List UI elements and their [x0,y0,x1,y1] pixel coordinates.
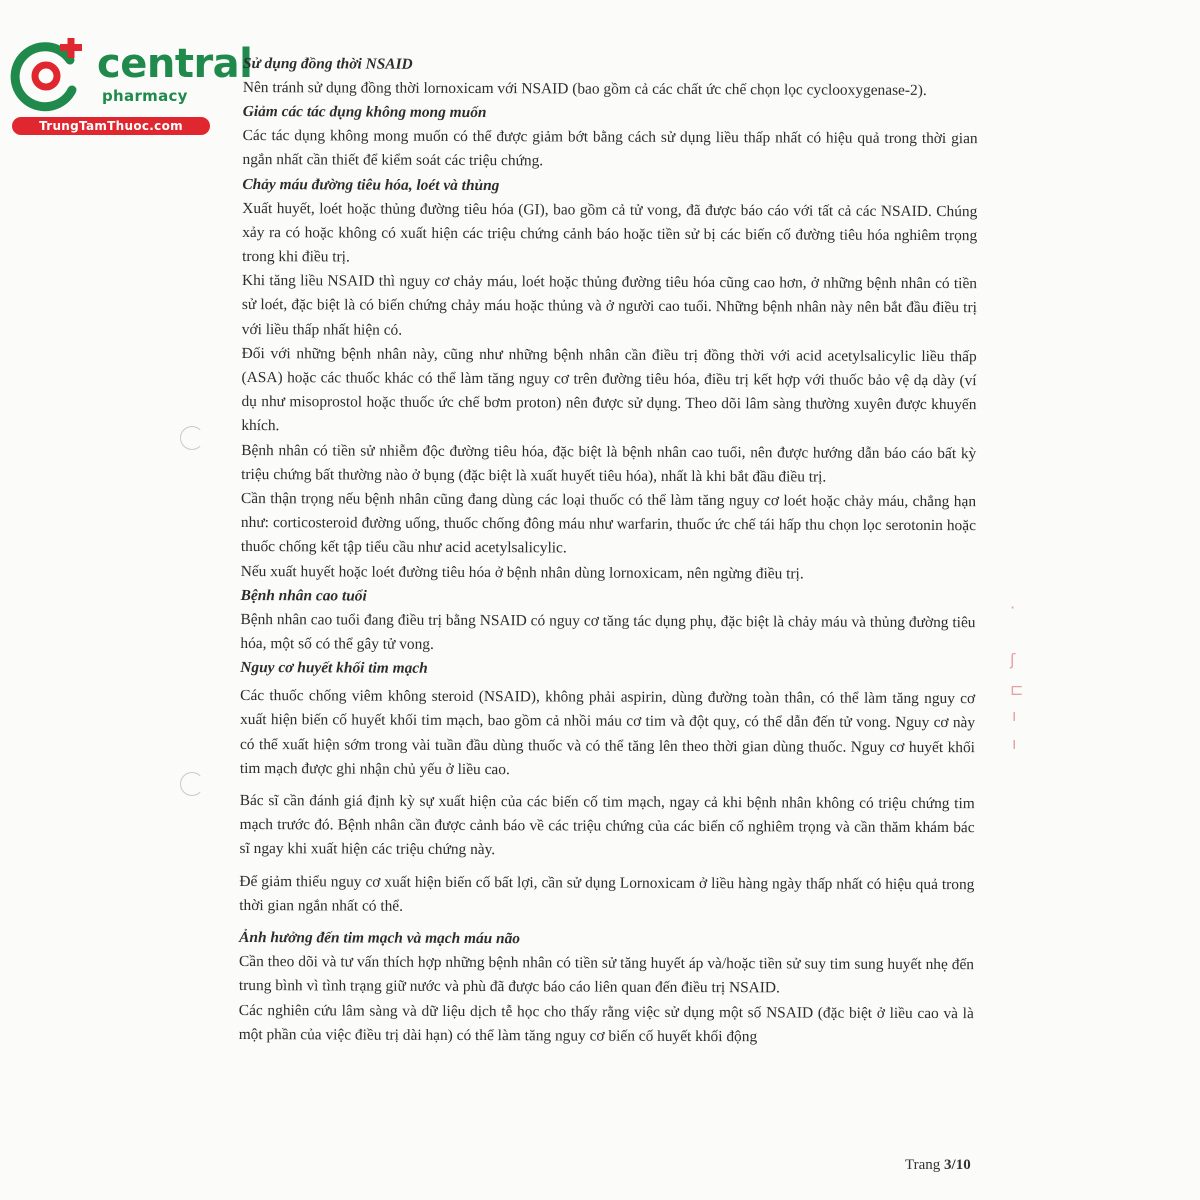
page-number [905,1157,971,1174]
paragraph: Cần thận trọng nếu bệnh nhân cũng đang dùng các loại thuốc có thể làm tăng nguy cơ loét hoặc chảy máu, chẳng hạn như: corticosteroid đường uống, thuốc chống đông máu như warfarin, thuốc ức chế tái hấp thu chọn lọc serotonin hoặc thuốc chống kết tập tiểu cầu như acid acetylsalicylic. [240,490,977,557]
paragraph: Các thuốc chống viêm không steroid (NSAID), không phải aspirin, dùng đường toàn thân, có thể làm tăng nguy cơ xuất hiện biến cố huyết khối tim mạch, bao gồm cả nhồi máu cơ tim và đột quỵ, có thể dẫn đến tử vong. Nguy cơ này có thể xuất hiện sớm trong vài tuần đầu dùng thuốc và có thể tăng lên theo thời gian dùng thuốc. Nguy cơ huyết khối tim mạch được ghi nhận chủ yếu ở liều cao. [239,687,976,779]
section-heading: Chảy máu đường tiêu hóa, loét và thủng [242,175,500,194]
paragraph: Bệnh nhân có tiền sử nhiễm độc đường tiêu hóa, đặc biệt là bệnh nhân cao tuổi, nên được hướng dẫn báo cáo bất kỳ triệu chứng bất thường nào ở bụng (đặc biệt là xuất huyết tiêu hóa), nhất là khi bắt đầu điều trị. [241,441,977,486]
section-heading: Sử dụng đồng thời NSAID [242,54,413,73]
punch-hole [180,426,204,450]
paragraph: Bác sĩ cần đánh giá định kỳ sự xuất hiện của các biến cố tim mạch, ngay cả khi bệnh nhân không có triệu chứng tim mạch trước đó. Bệnh nhân cần được cảnh báo về các triệu chứng của các biến cố nghiêm trọng và cần thăm khám bác sĩ ngay khi xuất hiện các triệu chứng này. [239,792,975,859]
brand-name: central [97,41,253,87]
punch-hole [180,772,204,796]
document-body [239,52,978,1050]
paragraph: Để giảm thiểu nguy cơ xuất hiện biến cố bất lợi, cần sử dụng Lornoxicam ở liều hàng ngày thấp nhất có hiệu quả trong thời gian ngắn nhất có thể. [239,872,975,915]
paragraph: Các tác dụng không mong muốn có thể được giảm bớt bằng cách sử dụng liều thấp nhất có hiệu quả trong thời gian ngắn nhất cần thiết để kiểm soát các triệu chứng. [242,127,978,170]
paragraph: Bệnh nhân cao tuổi đang điều trị bằng NSAID có nguy cơ tăng tác dụng phụ, đặc biệt là chảy máu và thủng đường tiêu hóa, một số có thể gây tử vong. [240,610,976,653]
central-pharmacy-logo-icon [10,38,88,116]
paragraph: Nên tránh sử dụng đồng thời lornoxicam với NSAID (bao gồm cả các chất ức chế chọn lọc cyclooxygenase-2). [242,78,927,99]
stamp-edge-mark: ⊏ [1010,680,1024,699]
brand-logo [10,38,253,138]
paragraph: Cần theo dõi và tư vấn thích hợp những bệnh nhân có tiền sử tăng huyết áp và/hoặc tiền sử suy tim sung huyết nhẹ đến trung bình vì tình trạng giữ nước và phù đã được báo cáo liên quan đến điều trị NSAID. [238,953,975,997]
section-heading: Bệnh nhân cao tuổi [240,586,367,605]
stamp-edge-mark: ʃ [1010,650,1016,669]
section-heading: Ảnh hưởng đến tim mạch và mạch máu não [239,929,521,948]
stamp-edge-mark: · [1010,598,1016,617]
paragraph: Khi tăng liều NSAID thì nguy cơ chảy máu, loét hoặc thủng đường tiêu hóa cũng cao hơn, ở những bệnh nhân có tiền sử loét, đặc biệt là có biến chứng chảy máu hoặc thủng và ở người cao tuổi. Những bệnh nhân này nên bắt đầu điều trị với liều thấp nhất hiện có. [241,272,978,339]
paragraph: Đối với những bệnh nhân này, cũng như những bệnh nhân cần điều trị đồng thời với acid acetylsalicylic liều thấp (ASA) hoặc các thuốc khác có thể làm tăng nguy cơ trên đường tiêu hóa, điều trị kết hợp với thuốc bảo vệ dạ dày (ví dụ như misoprostol hoặc thuốc ức chế bơm proton) nên được sử dụng. Theo dõi lâm sàng thường xuyên được khuyến khích. [241,344,977,435]
paragraph: Xuất huyết, loét hoặc thủng đường tiêu hóa (GI), bao gồm cả tử vong, đã được báo cáo với tất cả các NSAID. Chúng xảy ra có hoặc không có xuất hiện các triệu chứng cảnh báo hoặc tiền sử bị các biến cố đường tiêu hóa nghiêm trọng trong khi điều trị. [242,199,978,266]
stamp-edge-mark: ı [1012,706,1017,725]
paragraph: Nếu xuất huyết hoặc loét đường tiêu hóa ở bệnh nhân dùng lornoxicam, nên ngừng điều trị. [240,562,804,583]
paragraph: Các nghiên cứu lâm sàng và dữ liệu dịch tễ học cho thấy rằng việc sử dụng một số NSAID (đặc biệt ở liều cao và là một phần của việc điều trị dài hạn) có thể làm tăng nguy cơ biến cố huyết khối động [238,1001,974,1045]
section-heading: Giảm các tác dụng không mong muốn [242,103,487,122]
stamp-edge-mark: ı [1012,734,1017,753]
page-label: Trang [905,1157,941,1173]
brand-subtitle: pharmacy [102,87,188,105]
section-heading: Nguy cơ huyết khối tim mạch [240,659,428,678]
page-value: 3/10 [944,1157,971,1173]
brand-url-badge: TrungTamThuoc.com [12,117,210,135]
